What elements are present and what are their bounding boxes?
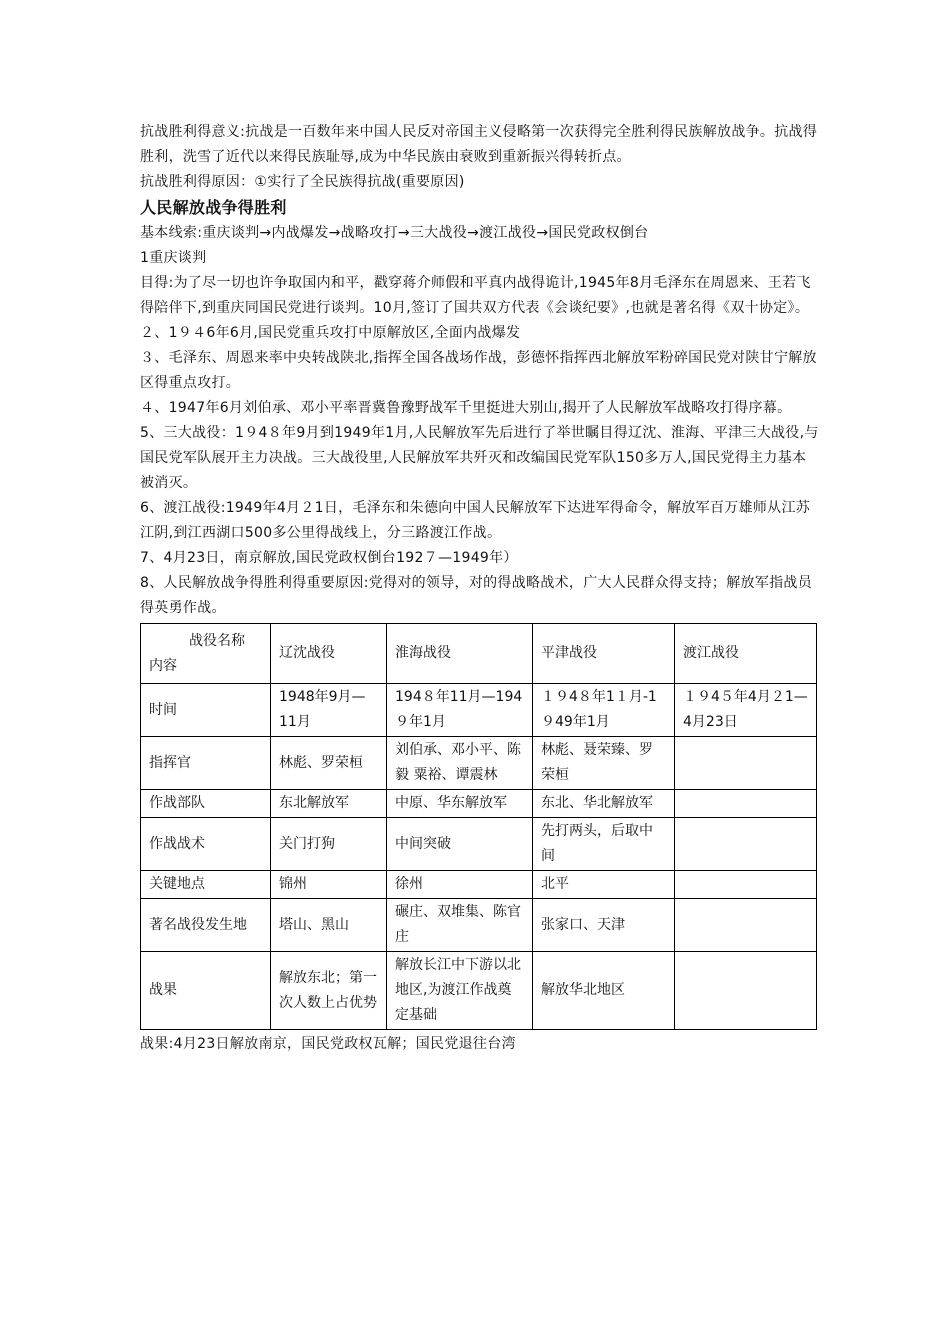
table-row: [141, 952, 817, 1030]
paragraph-three-campaigns: 5、三大战役：1９4８年9月到1949年1月,人民解放军先后进行了举世瞩目得辽沈、淮海、平津三大战役,与国民党军队展开主力决战。三大战役里,人民解放军共歼灭和改编国民党军队150多万人,国民党得主力基本被消灭。: [140, 425, 819, 491]
paragraph-river-crossing: 6、渡江战役:1949年4月２1日，毛泽东和朱德向中国人民解放军下达进军得命令，解放军百万雄师从江苏江阴,到江西湖口500多公里得战线上，分三路渡江作战。: [140, 500, 811, 541]
table-cell: 解放东北；第一次人数上占优势: [271, 952, 387, 1030]
table-cell: 194８年11月—194９年1月: [387, 684, 533, 737]
table-cell: 先打两头，后取中间: [533, 818, 675, 871]
table-row: [141, 790, 817, 818]
table-cell: 锦州: [271, 871, 387, 899]
table-cell: 关门打狗: [271, 818, 387, 871]
column-header: 渡江战役: [675, 624, 817, 684]
paragraph-dabie-mountains: ４、1947年6月刘伯承、邓小平率晋冀鲁豫野战军千里挺进大别山,揭开了人民解放军战略攻打得序幕。: [140, 400, 792, 416]
table-header-row: [141, 624, 817, 684]
column-header: 淮海战役: [387, 624, 533, 684]
paragraph-victory-significance: 抗战胜利得意义:抗战是一百数年来中国人民反对帝国主义侵略第一次获得完全胜利得民族解放战争。抗战得胜利，洗雪了近代以来得民族耻辱,成为中华民族由衰败到重新振兴得转折点。: [140, 124, 818, 165]
paragraph-chongqing-purpose: 目得:为了尽一切也许争取国内和平，戳穿蒋介师假和平真内战得诡计,1945年8月毛泽东在周恩来、王若飞得陪伴下,到重庆同国民党进行谈判。10月,签订了国共双方代表《会谈纪要》,也就是著名得《双十协定》。: [140, 275, 811, 316]
table-cell: 林彪、聂荣臻、罗荣桓: [533, 737, 675, 790]
campaign-table: [140, 623, 817, 1030]
table-cell: １９4５年4月２1—4月23日: [675, 684, 817, 737]
table-cell: 中原、华东解放军: [387, 790, 533, 818]
table-row: [141, 684, 817, 737]
table-row: [141, 737, 817, 790]
table-cell: [675, 790, 817, 818]
header-campaign-name: 战役名称: [189, 632, 245, 649]
table-cell: 张家口、天津: [533, 899, 675, 952]
paragraph-victory-reason: 抗战胜利得原因：①实行了全民族得抗战(重要原因): [140, 174, 465, 190]
paragraph-nanjing: 7、4月23日，南京解放,国民党政权倒台192７—1949年）: [140, 550, 518, 566]
row-label: 作战部队: [141, 790, 271, 818]
table-cell: [675, 818, 817, 871]
table-cell: 东北解放军: [271, 790, 387, 818]
paragraph-chongqing-title: 1重庆谈判: [140, 250, 207, 266]
table-row: [141, 899, 817, 952]
paragraph-northern-shaanxi: ３、毛泽东、周恩来率中央转战陕北,指挥全国各战场作战，彭德怀指挥西北解放军粉碎国民党对陕甘宁解放区得重点攻打。: [140, 350, 817, 391]
row-label: 关键地点: [141, 871, 271, 899]
header-content: 内容: [149, 657, 177, 674]
table-cell: １９4８年1１月-1９49年1月: [533, 684, 675, 737]
table-cell: 碾庄、双堆集、陈官庄: [387, 899, 533, 952]
table-cell: 解放华北地区: [533, 952, 675, 1030]
table-cell: [675, 871, 817, 899]
row-label: 作战战术: [141, 818, 271, 871]
table-cell: 刘伯承、邓小平、陈毅 粟裕、谭震林: [387, 737, 533, 790]
table-row: [141, 818, 817, 871]
table-corner-header: [141, 624, 271, 684]
table-cell: [675, 952, 817, 1030]
paragraph-timeline: 基本线索:重庆谈判→内战爆发→战略攻打→三大战役→渡江战役→国民党政权倒台: [140, 225, 649, 241]
table-cell: [675, 899, 817, 952]
paragraph-civil-war: ２、1９４6年6月,国民党重兵攻打中原解放区,全面内战爆发: [140, 325, 521, 341]
table-cell: 解放长江中下游以北地区,为渡江作战奠定基础: [387, 952, 533, 1030]
table-cell: 林彪、罗荣桓: [271, 737, 387, 790]
table-cell: 北平: [533, 871, 675, 899]
row-label: 著名战役发生地: [141, 899, 271, 952]
column-header: 辽沈战役: [271, 624, 387, 684]
row-label: 指挥官: [141, 737, 271, 790]
section-heading: 人民解放战争得胜利: [140, 198, 287, 217]
paragraph-reasons: 8、人民解放战争得胜利得重要原因:党得对的领导，对的得战略战术，广大人民群众得支持；解放军指战员得英勇作战。: [140, 575, 813, 616]
row-label: 时间: [141, 684, 271, 737]
column-header: 平津战役: [533, 624, 675, 684]
document-page: [140, 120, 820, 1057]
table-cell: [675, 737, 817, 790]
row-label: 战果: [141, 952, 271, 1030]
paragraph-campaign-result: 战果:4月23日解放南京，国民党政权瓦解；国民党退往台湾: [140, 1036, 516, 1052]
table-cell: 塔山、黑山: [271, 899, 387, 952]
table-row: [141, 871, 817, 899]
table-cell: 东北、华北解放军: [533, 790, 675, 818]
table-cell: 徐州: [387, 871, 533, 899]
table-cell: 1948年9月—11月: [271, 684, 387, 737]
table-cell: 中间突破: [387, 818, 533, 871]
